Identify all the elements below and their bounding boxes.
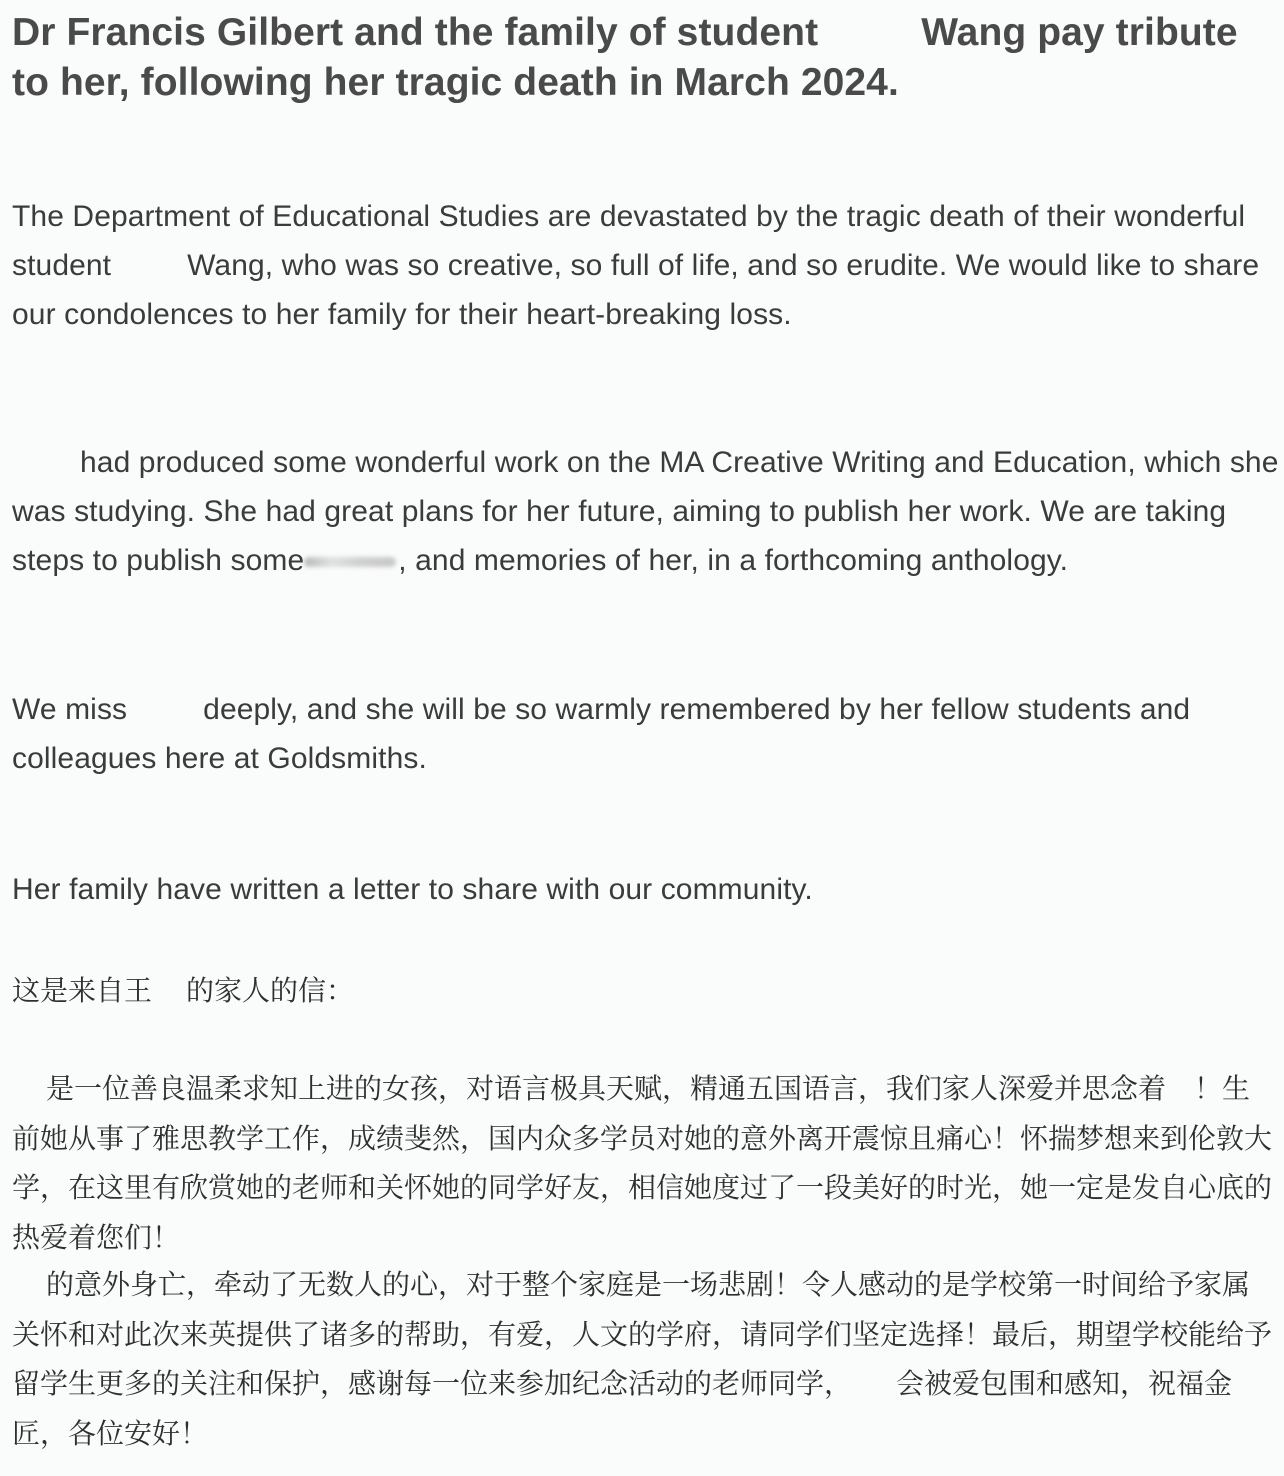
paragraph-department-statement <box>12 192 1280 339</box>
chinese-text: 这是来自王 <box>12 974 153 1007</box>
chinese-text: 是一位善良温柔求知上进的女孩，对语言极具天赋，精通五国语言，我们家人深爱并思念着 <box>46 1072 1167 1105</box>
headline-text-end: Wang pay tribute to her, following her tragic death in March 2024. <box>12 11 1238 104</box>
redacted-name <box>12 1076 46 1104</box>
redacted-name <box>852 1371 896 1399</box>
redacted-name <box>12 449 80 479</box>
chinese-letter-paragraph-2 <box>12 1260 1276 1458</box>
paragraph-text: We miss <box>12 693 128 726</box>
chinese-letter-intro <box>12 966 1276 1016</box>
paragraph-creative-work <box>12 438 1280 585</box>
chinese-text: ！生前她从事了雅思教学工作，成绩斐然，国内众多学员对她的意外离开震惊且痛心！怀揣梦想来到伦敦大学，在这里有欣赏她的老师和关怀她的同学好友，相信她度过了一段美好的时光，她一定是发自心底的热爱着您们！ <box>12 1072 1273 1254</box>
chinese-text: 的意外身亡，牵动了无数人的心，对于整个家庭是一场悲剧！令人感动的是学校第一时间给予家属关怀和对此次来英提供了诸多的帮助，有爱，人文的学府，请同学们坚定选择！最后，期望学校能给予留学生更多的关注和保护，感谢每一位来参加纪念活动的老师同学， <box>12 1268 1273 1400</box>
paragraph-text: , and memories of her, in a forthcoming anthology. <box>398 544 1069 577</box>
chinese-letter-paragraph-1 <box>12 1064 1276 1262</box>
blurred-redaction <box>304 557 396 567</box>
headline-text-start: Dr Francis Gilbert and the family of student <box>12 11 819 54</box>
paragraph-text: had produced some wonderful work on the MA Creative Writing and Education, which she was studying. She had great plans for her future, aiming to publish her work. We are taking steps to publish some <box>12 446 1279 577</box>
article-headline <box>12 8 1272 108</box>
paragraph-text: The Department of Educational Studies are devastated by the tragic death of their wonderful student <box>12 200 1246 282</box>
redacted-name <box>111 252 187 282</box>
redacted-name <box>818 15 921 54</box>
chinese-text: 的家人的信： <box>186 974 355 1007</box>
redacted-name <box>12 1272 46 1300</box>
redacted-name <box>152 978 186 1006</box>
paragraph-text: Wang, who was so creative, so full of life, and so erudite. We would like to share our condolences to her family for their heart-breaking loss. <box>12 249 1260 331</box>
redacted-name <box>1166 1076 1194 1104</box>
paragraph-text: deeply, and she will be so warmly remembered by her fellow students and colleagues here at Goldsmiths. <box>12 693 1191 775</box>
redacted-name <box>127 696 203 726</box>
chinese-text: 会被爱包围和感知，祝福金匠，各位安好！ <box>12 1367 1233 1450</box>
paragraph-remembrance <box>12 685 1280 783</box>
paragraph-family-letter-intro: Her family have written a letter to share with our community. <box>12 873 813 906</box>
